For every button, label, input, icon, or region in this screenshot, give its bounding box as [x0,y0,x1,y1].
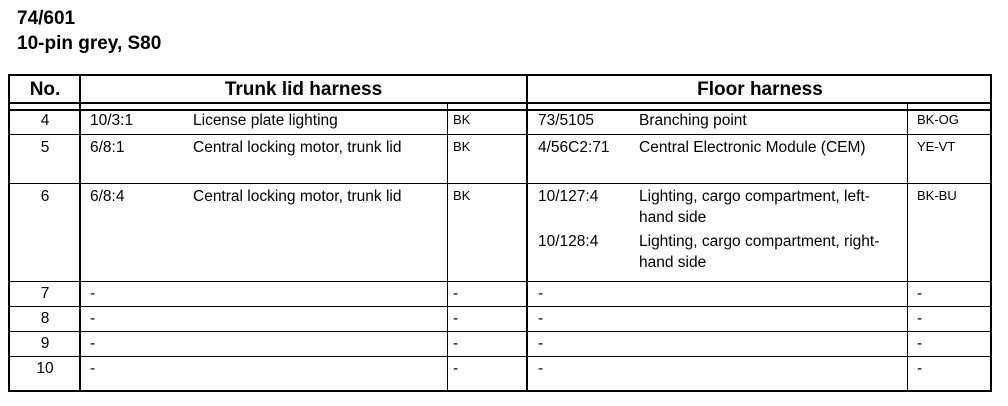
trunk-description: License plate lighting [193,112,338,129]
connector-id: 74/601 [17,8,76,29]
row-divider [10,356,990,357]
header-trunk-lid-harness: Trunk lid harness [224,79,383,100]
trunk-wire-color: - [453,335,459,352]
row-divider [10,134,990,135]
trunk-wire-color: BK [453,139,471,154]
floor-ref: 10/128:4 [538,233,599,250]
trunk-description: Central locking motor, trunk lid [193,188,402,205]
floor-ref: 4/56C2:71 [538,139,610,156]
row-divider [10,331,990,332]
trunk-wire-color: BK [453,188,471,203]
trunk-ref: 6/8:1 [90,139,125,156]
pin-number: 9 [40,335,50,352]
row-divider [10,306,990,307]
pin-number: 6 [40,188,50,205]
trunk-wire-color: - [453,310,459,327]
floor-ref: - [538,285,544,302]
floor-ref: 10/127:4 [538,188,599,205]
floor-ref: 73/5105 [538,112,595,129]
pin-number: 4 [40,112,50,129]
floor-ref: - [538,310,544,327]
trunk-ref: 6/8:4 [90,188,125,205]
header-floor-harness: Floor harness [697,79,823,100]
header-divider [10,109,990,111]
column-divider [907,102,908,392]
floor-description: Lighting, cargo compartment, left-hand side [639,188,870,226]
column-divider [447,102,448,392]
floor-wire-color: BK-OG [917,112,959,127]
header-no: No. [29,79,61,100]
column-divider [526,76,528,392]
floor-wire-color: - [917,360,923,377]
floor-wire-color: - [917,285,923,302]
trunk-ref: - [90,335,96,352]
pin-number: 10 [36,360,54,377]
row-divider [10,183,990,184]
floor-wire-color: YE-VT [917,139,956,154]
floor-description: Lighting, cargo compartment, right-hand side [639,233,880,271]
pin-number: 5 [40,139,50,156]
floor-wire-color: - [917,335,923,352]
floor-description: Branching point [639,112,747,129]
trunk-wire-color: BK [453,112,471,127]
floor-wire-color: - [917,310,923,327]
trunk-description: Central locking motor, trunk lid [193,139,402,156]
floor-ref: - [538,360,544,377]
connector-heading [17,6,161,56]
trunk-ref: - [90,360,96,377]
trunk-ref: - [90,285,96,302]
pin-number: 8 [40,310,50,327]
trunk-wire-color: - [453,285,459,302]
row-divider [10,281,990,282]
pinout-table [8,74,992,392]
floor-wire-color: BK-BU [917,188,957,203]
trunk-wire-color: - [453,360,459,377]
trunk-ref: 10/3:1 [90,112,134,129]
trunk-ref: - [90,310,96,327]
floor-description: Central Electronic Module (CEM) [639,139,866,156]
connector-description: 10-pin grey, S80 [17,33,162,54]
pin-number: 7 [40,285,50,302]
floor-ref: - [538,335,544,352]
